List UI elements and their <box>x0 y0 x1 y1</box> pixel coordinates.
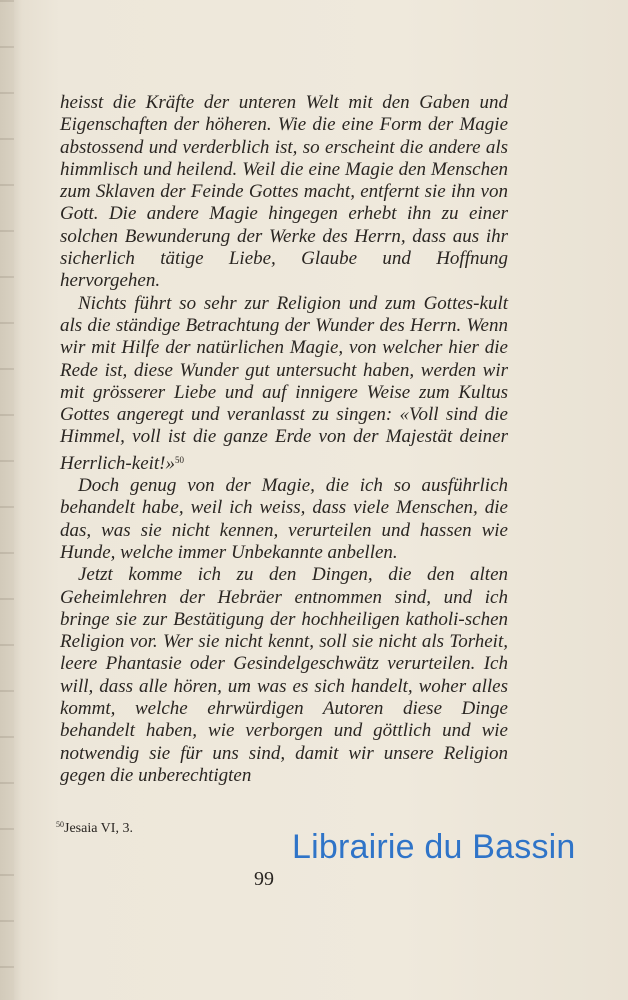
paragraph: Jetzt komme ich zu den Dingen, die den alten Geheimlehren der Hebräer entnommen sind, und ich bringe sie zur Bestätigung der hochheiligen katholi-schen Religion vor. Wer sie nicht kennt, soll sie nicht als Torheit, leere Phantasie oder Gesindelgeschwätz verurteilen. Ich will, dass alle hören, um was es sich handelt, woher alles kommt, welche ehrwürdigen Autoren diese Dinge behandelt haben, wie verborgen und göttlich und wie notwendig sie für uns sind, damit wir unsere Religion gegen die unberechtigten <box>60 564 508 786</box>
paragraph: heisst die Kräfte der unteren Welt mit den Gaben und Eigenschaften der höheren. Wie die eine Form der Magie abstossend und verderblich ist, so erscheint die andere als himmlisch und heilend. Weil die eine Magie den Menschen zum Sklaven der Feinde Gottes macht, entfernt sie ihn von Gott. Die andere Magie hingegen erhebt ihn zu einer solchen Bewunderung der Werke des Herrn, dass aus ihr sicherlich tätige Liebe, Glaube und Hoffnung hervorgehen. <box>60 92 508 292</box>
binding-gutter <box>0 0 14 1000</box>
paragraph <box>60 293 508 475</box>
page-number: 99 <box>254 868 274 890</box>
body-text <box>60 92 508 787</box>
paragraph: Doch genug von der Magie, die ich so ausführlich behandelt habe, weil ich weiss, dass viele Menschen, die das, was sie nicht kennen, verurteilen und hassen wie Hunde, welche immer Unbekannte anbellen. <box>60 475 508 563</box>
footnote-reference: 50 <box>175 454 185 465</box>
paragraph-text: Nichts führt so sehr zur Religion und zum Gottes-kult als die ständige Betrachtung der Wunder des Herrn. Wenn wir mit Hilfe der natürlichen Magie, von welcher hier die Rede ist, diese Wunder gut untersucht haben, werden wir mit grösserer Liebe und auf innigere Weise zum Kultus Gottes angeregt und veranlasst zu singen: «Voll sind die Himmel, voll ist die ganze Erde von der Majestät deiner Herrlich-keit!» <box>60 292 508 474</box>
footnote <box>56 820 133 837</box>
footnote-text: Jesaia VI, 3. <box>64 821 133 836</box>
footnote-marker: 50 <box>56 820 64 829</box>
watermark: Librairie du Bassin <box>292 828 576 866</box>
